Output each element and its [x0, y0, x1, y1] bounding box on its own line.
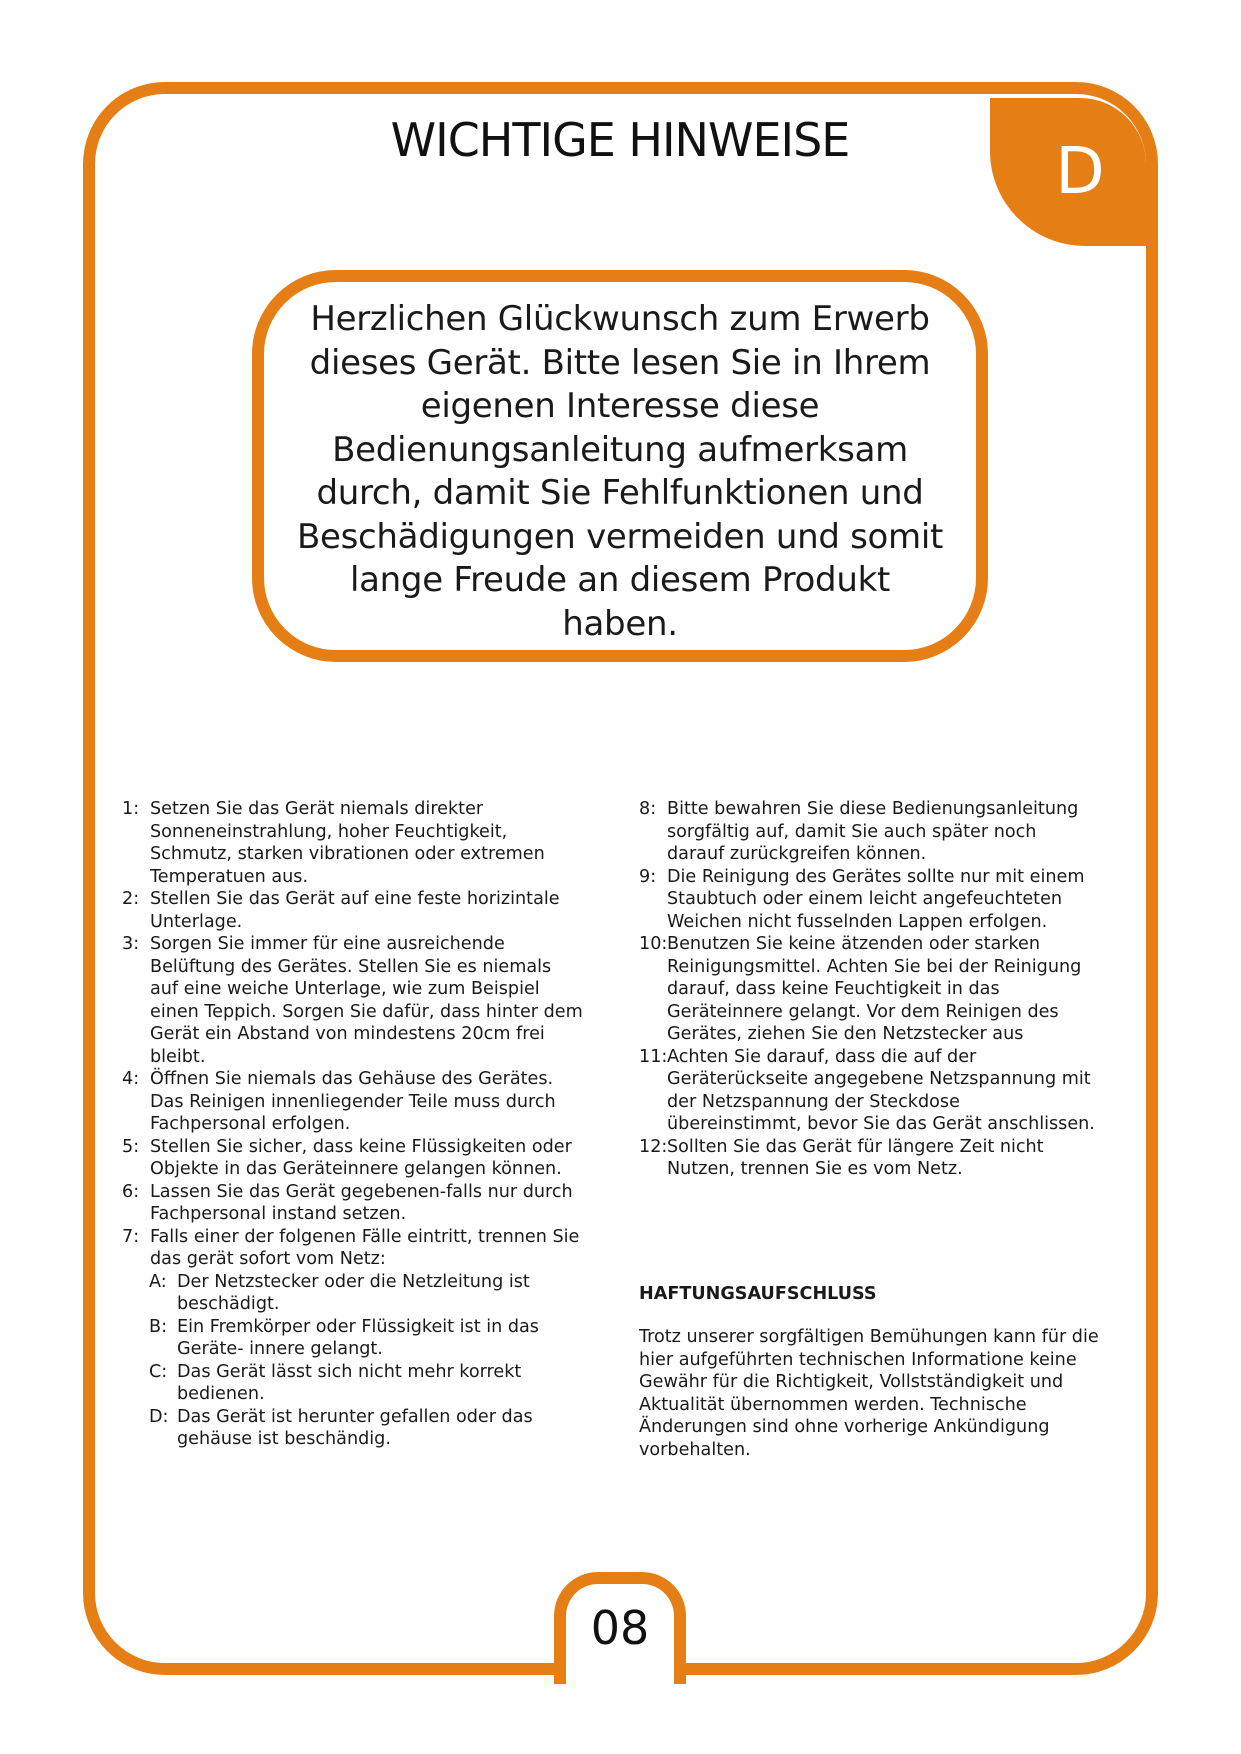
- list-item-text: Bitte bewahren Sie diese Bedienungsanleitung sorgfältig auf, damit Sie auch später noch darauf zurückgreifen können.: [667, 799, 1079, 864]
- disclaimer-heading: HAFTUNGSAUFSCHLUSS: [639, 1283, 877, 1304]
- sub-list-item-letter: A:: [149, 1271, 167, 1292]
- list-item: [639, 1046, 1099, 1136]
- list-item-number: 3:: [122, 934, 140, 954]
- list-item: [122, 888, 584, 933]
- list-item-text: Achten Sie darauf, dass die auf der Geräterückseite angegebene Netzspannung mit der Netzspannung der Steckdose übereinstimmt, bevor Sie das Gerät anschlissen.: [667, 1046, 1095, 1134]
- list-item-text: Stellen Sie sicher, dass keine Flüssigkeiten oder Objekte in das Geräteinnere gelangen können.: [150, 1136, 572, 1179]
- list-item-text: Sorgen Sie immer für eine ausreichende Belüftung des Gerätes. Stellen Sie es niemals auf eine weiche Unterlage, wie zum Beispiel einen Teppich. Sorgen Sie dafür, dass hinter dem Gerät ein Abstand von mindestens 20cm frei bleibt.: [150, 934, 583, 1067]
- list-item-number: 5:: [122, 1136, 140, 1157]
- list-item-number: 2:: [122, 889, 140, 909]
- list-item: [122, 1226, 584, 1271]
- list-item: [122, 1136, 584, 1181]
- list-item-text: Benutzen Sie keine ätzenden oder starken Reinigungsmittel. Achten Sie bei der Reinigung darauf, dass keine Feuchtigkeit in das Geräteinnere gelangt. Vor dem Reinigen des Gerätes, ziehen Sie den Netzstecker aus: [667, 934, 1082, 1044]
- sub-list-item: [122, 1316, 584, 1361]
- sub-list-item: [122, 1406, 584, 1451]
- list-item-number: 8:: [639, 799, 657, 819]
- list-item: [122, 933, 584, 1068]
- sub-list-item: [122, 1361, 584, 1406]
- list-item-text: Stellen Sie das Gerät auf eine feste horizintale Unterlage.: [150, 889, 560, 932]
- intro-text: Herzlichen Glückwunsch zum Erwerb dieses Gerät. Bitte lesen Sie in Ihrem eigenen Interesse diese Bedienungsanleitung aufmerksam durch, damit Sie Fehlfunktionen und Beschädigungen vermeiden und somit lange Freude an diesem Produkt haben.: [296, 299, 944, 644]
- list-item: [122, 798, 584, 888]
- list-item: [639, 1136, 1099, 1181]
- list-item-number: 10:: [639, 934, 668, 954]
- language-tab-label: D: [1055, 135, 1105, 209]
- page-number: 08: [590, 1601, 650, 1655]
- list-item-text: Die Reinigung des Gerätes sollte nur mit einem Staubtuch oder einem leicht angefeuchteten Weichen nicht fusselnden Lappen erfolgen.: [667, 866, 1085, 932]
- list-item-number: 9:: [639, 866, 657, 887]
- sub-list-item-text: Das Gerät ist herunter gefallen oder das gehäuse ist beschändig.: [177, 1406, 533, 1449]
- list-item-text: Öffnen Sie niemals das Gehäuse des Gerätes. Das Reinigen innenliegender Teile muss durch Fachpersonal erfolgen.: [150, 1069, 556, 1134]
- list-item: [122, 1181, 584, 1226]
- list-item-number: 11:: [639, 1046, 668, 1067]
- sub-list-item-text: Ein Fremkörper oder Flüssigkeit ist in das Geräte- innere gelangt.: [177, 1316, 539, 1359]
- sub-list-item-text: Das Gerät lässt sich nicht mehr korrekt bedienen.: [177, 1361, 522, 1404]
- page-title: WICHTIGE HINWEISE: [390, 113, 850, 167]
- list-item: [639, 866, 1099, 934]
- safety-list-left: [122, 798, 584, 1451]
- disclaimer-text: Trotz unserer sorgfältigen Bemühungen kann für die hier aufgeführten technischen Informatione keine Gewähr für die Richtigkeit, Vollstständigkeit und Aktualität übernommen werden. Technische Änderungen sind ohne vorherige Ankündigung vorbehalten.: [639, 1327, 1099, 1460]
- list-item-number: 12:: [639, 1136, 668, 1157]
- sub-list-item-letter: D:: [149, 1406, 169, 1427]
- list-item: [639, 933, 1099, 1046]
- list-item-number: 6:: [122, 1181, 140, 1202]
- sub-list-item-text: Der Netzstecker oder die Netzleitung ist beschädigt.: [177, 1271, 530, 1314]
- list-item: [639, 798, 1099, 866]
- sub-list-item-letter: C:: [149, 1361, 168, 1382]
- safety-list-right: [639, 798, 1099, 1461]
- list-item-text: Falls einer der folgenen Fälle eintritt, trennen Sie das gerät sofort vom Netz:: [150, 1226, 580, 1269]
- sub-list-item-letter: B:: [149, 1316, 167, 1337]
- sub-list-item: [122, 1271, 584, 1316]
- list-item-text: Lassen Sie das Gerät gegebenen-falls nur durch Fachpersonal instand setzen.: [150, 1181, 573, 1224]
- list-item: [122, 1068, 584, 1136]
- list-item-number: 7:: [122, 1226, 140, 1247]
- list-item-text: Sollten Sie das Gerät für längere Zeit nicht Nutzen, trennen Sie es vom Netz.: [667, 1136, 1044, 1179]
- list-item-number: 1:: [122, 799, 140, 819]
- list-item-text: Setzen Sie das Gerät niemals direkter Sonneneinstrahlung, hoher Feuchtigkeit, Schmutz, starken vibrationen oder extremen Temperatuen aus.: [150, 799, 545, 887]
- list-item-number: 4:: [122, 1069, 140, 1089]
